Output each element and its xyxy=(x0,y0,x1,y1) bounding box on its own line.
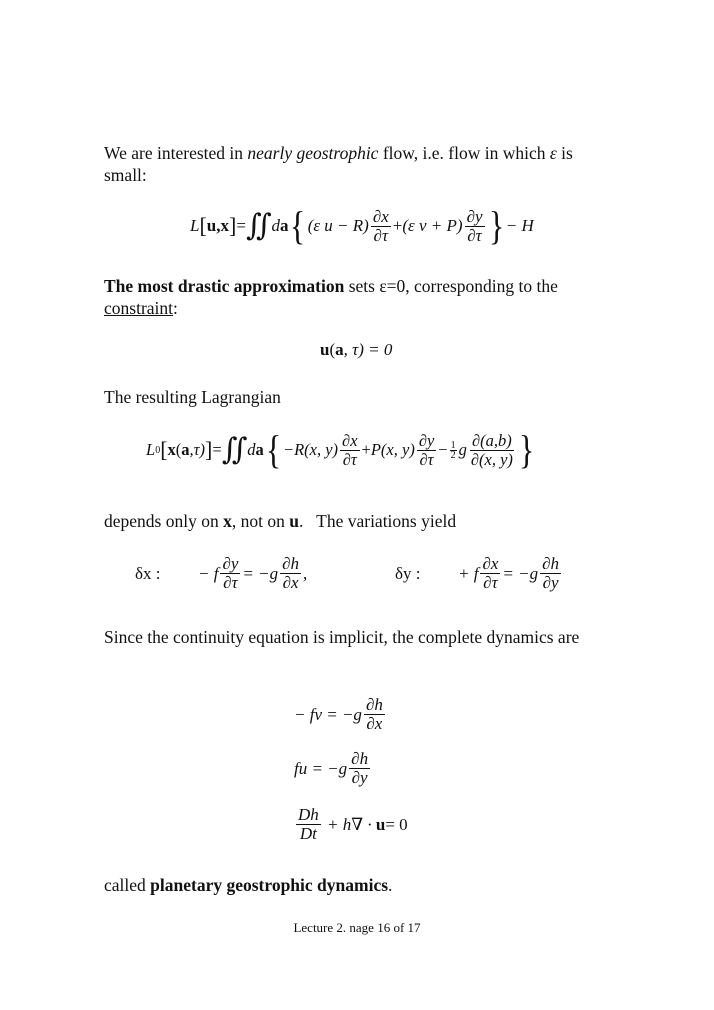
underlined-term: constraint xyxy=(104,298,174,318)
fraction-numerator: ∂(a,b) xyxy=(471,430,512,450)
bold-text: planetary geostrophic dynamics xyxy=(150,875,389,895)
fraction-numerator: ∂y xyxy=(466,206,483,226)
eq-label: δy : xyxy=(395,563,421,583)
eq-symbol: a xyxy=(335,340,344,359)
eq-bracket: [ xyxy=(199,213,207,238)
fraction-numerator: ∂y xyxy=(222,554,239,573)
fraction-denominator: ∂τ xyxy=(373,225,389,245)
paragraph-continuity: Since the continuity equation is implicit, the complete dynamics are xyxy=(104,627,580,647)
eq-operator: + xyxy=(392,216,403,235)
fraction-denominator: ∂y xyxy=(542,573,559,592)
eq-operator: − xyxy=(438,440,448,459)
eq-term: = −g xyxy=(502,563,539,583)
eq-bracket: [ xyxy=(160,437,168,462)
page-footer: Lecture 2. nage 16 of 17 xyxy=(293,920,421,935)
eq-term: − H xyxy=(505,216,534,235)
equation-dyn-2 xyxy=(294,750,372,787)
equation-variation-x xyxy=(135,555,307,592)
eq-term: , τ) = 0 xyxy=(343,340,393,359)
text: , not on xyxy=(231,511,290,531)
eq-fraction xyxy=(364,696,385,733)
eq-brace: { xyxy=(290,203,306,248)
eq-symbol: u,x xyxy=(206,216,230,235)
fraction-numerator: ∂x xyxy=(482,554,499,573)
fraction-denominator: ∂τ xyxy=(483,573,498,592)
eq-symbol: d xyxy=(247,440,256,459)
fraction-denominator: ∂y xyxy=(351,768,368,787)
text: We are interested in xyxy=(104,143,248,163)
bold-symbol: x xyxy=(223,511,232,531)
eq-term: − f xyxy=(198,563,219,583)
eq-fraction xyxy=(280,555,301,592)
eq-fraction xyxy=(417,432,436,469)
text: . xyxy=(388,875,393,895)
fraction-denominator: ∂τ xyxy=(223,573,238,592)
paragraph-intro xyxy=(104,142,604,186)
paragraph-approximation xyxy=(104,275,604,319)
equation-lagrangian-zero xyxy=(146,427,536,472)
text: : xyxy=(173,298,178,318)
paragraph-depends xyxy=(104,510,604,532)
eq-term: ,τ) xyxy=(189,440,206,459)
text: depends only on xyxy=(104,511,224,531)
equation-constraint xyxy=(320,340,392,360)
fraction-numerator: ∂h xyxy=(282,554,300,573)
fraction-denominator: ∂τ xyxy=(419,449,434,469)
fraction-numerator: Dh xyxy=(298,805,319,824)
fraction-numerator: ∂x xyxy=(342,430,358,450)
text: . The variations yield xyxy=(298,511,457,531)
eq-operator: = xyxy=(236,216,246,235)
eq-symbol: d xyxy=(271,216,280,235)
text: , corresponding to the xyxy=(405,276,558,296)
eq-brace: { xyxy=(265,427,282,472)
eq-symbol: L xyxy=(190,216,200,235)
emphasis: nearly geostrophic xyxy=(247,143,379,163)
equation-variation-y xyxy=(395,555,563,592)
text: is small: xyxy=(104,143,573,185)
bold-text: The most drastic approximation xyxy=(104,276,345,296)
eq-half-fraction xyxy=(450,441,457,460)
double-integral-icon: ∬ xyxy=(221,433,248,466)
text: ε=0 xyxy=(379,276,406,296)
fraction-numerator: ∂h xyxy=(365,695,383,714)
eq-symbol: a xyxy=(181,440,190,459)
eq-fraction xyxy=(340,432,359,469)
eq-term: = −g xyxy=(242,563,279,583)
eq-term: −R(x, y) xyxy=(282,440,339,459)
fraction-denominator: 2 xyxy=(450,449,456,461)
eq-symbol: x xyxy=(167,440,176,459)
eq-term: = 0 xyxy=(385,814,408,834)
fraction-numerator: ∂h xyxy=(351,749,369,768)
eq-fraction xyxy=(480,555,500,592)
fraction-denominator: Dt xyxy=(299,824,317,843)
eq-symbol: u xyxy=(320,340,330,359)
eq-bracket: ] xyxy=(205,437,213,462)
fraction-denominator: ∂x xyxy=(282,573,299,592)
paragraph-resulting: The resulting Lagrangian xyxy=(104,387,281,407)
equation-lagrangian xyxy=(190,203,534,248)
fraction-numerator: ∂x xyxy=(372,206,389,226)
epsilon-symbol: ε xyxy=(549,143,557,163)
eq-fraction xyxy=(349,750,370,787)
eq-bracket: ] xyxy=(229,213,237,238)
eq-operator: + xyxy=(361,440,371,459)
text: sets xyxy=(344,276,380,296)
paragraph-called xyxy=(104,874,604,896)
eq-term: fu = −g xyxy=(294,758,348,778)
eq-term: + f xyxy=(458,563,479,583)
eq-fraction xyxy=(465,208,485,245)
eq-fraction xyxy=(371,208,391,245)
eq-paren: ( xyxy=(175,440,182,459)
eq-punct: , xyxy=(303,563,308,583)
fraction-numerator: ∂y xyxy=(418,430,435,450)
fraction-numerator: 1 xyxy=(450,439,456,451)
double-integral-icon: ∬ xyxy=(245,209,272,242)
eq-fraction xyxy=(469,432,515,469)
eq-operator: = xyxy=(212,440,222,459)
eq-term: (ε u − R) xyxy=(307,216,369,235)
eq-symbol: u xyxy=(375,814,386,834)
eq-fraction xyxy=(540,555,561,592)
fraction-denominator: ∂(x, y) xyxy=(470,449,513,469)
text: flow, i.e. flow in which xyxy=(378,143,550,163)
eq-brace: } xyxy=(488,203,504,248)
eq-fraction xyxy=(296,806,321,843)
eq-subscript: 0 xyxy=(155,444,161,456)
eq-term: + h∇ · xyxy=(322,814,376,834)
eq-label: δx : xyxy=(135,563,161,583)
eq-symbol: L xyxy=(146,440,156,459)
eq-term: − fv = −g xyxy=(294,704,362,724)
fraction-denominator: ∂τ xyxy=(467,225,482,245)
fraction-denominator: ∂τ xyxy=(342,449,357,469)
eq-term: (ε v + P) xyxy=(402,216,463,235)
text: called xyxy=(104,875,151,895)
eq-symbol: g xyxy=(458,440,467,459)
equation-dyn-3 xyxy=(294,806,408,843)
eq-paren: ( xyxy=(329,340,336,359)
fraction-denominator: ∂x xyxy=(366,714,383,733)
eq-symbol: a xyxy=(255,440,264,459)
eq-symbol: a xyxy=(279,216,289,235)
fraction-numerator: ∂h xyxy=(542,554,560,573)
eq-fraction xyxy=(220,555,240,592)
bold-symbol: u xyxy=(289,511,299,531)
equation-dyn-1 xyxy=(294,696,387,733)
eq-term: P(x, y) xyxy=(370,440,415,459)
eq-brace: } xyxy=(518,427,535,472)
